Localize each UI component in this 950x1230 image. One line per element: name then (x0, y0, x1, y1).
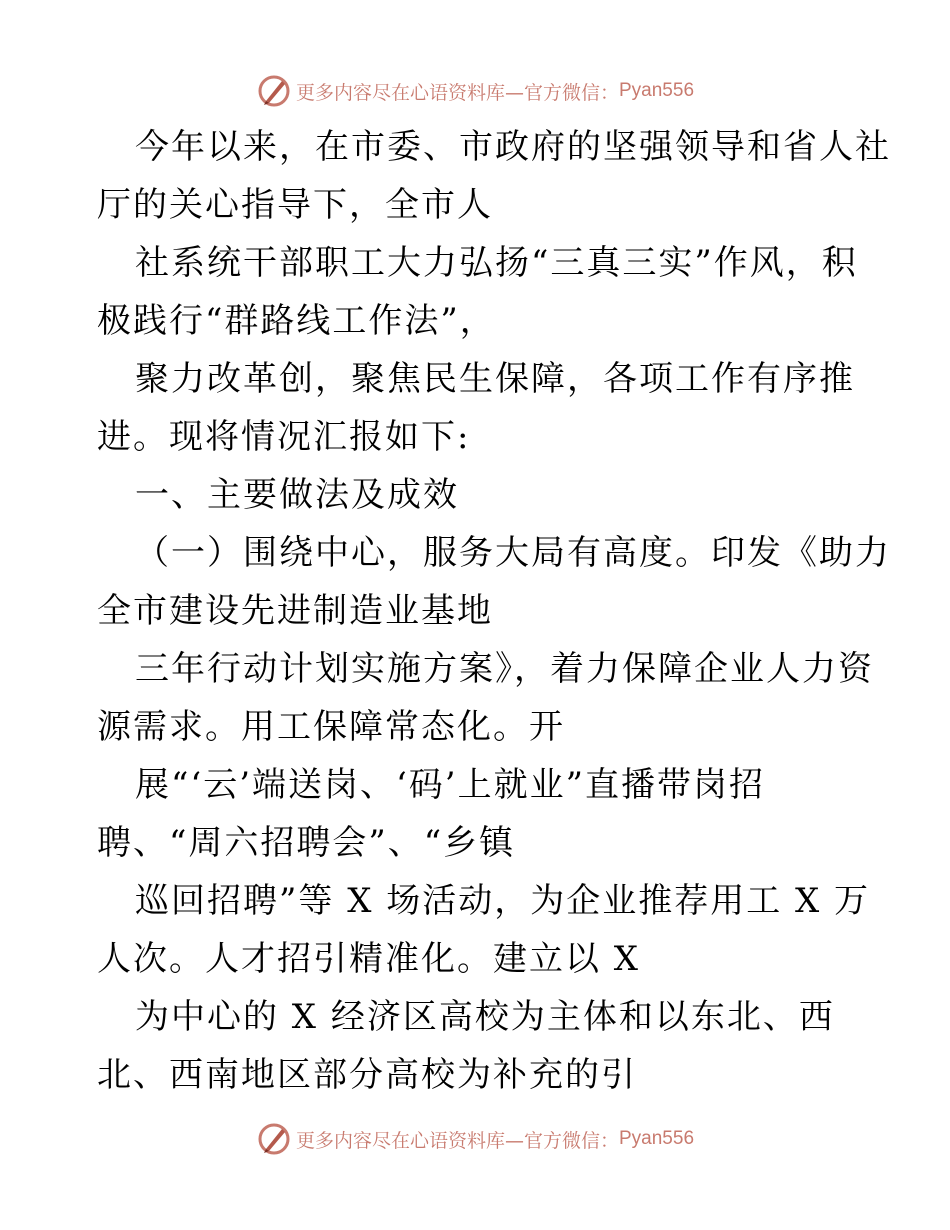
text-line: 全市建设先进制造业基地 (97, 591, 493, 631)
text-line: 极践行“群路线工作法”， (97, 301, 496, 341)
text-line: 源需求。用工保障常态化。开 (97, 707, 565, 747)
section-heading: 一、主要做法及成效 (135, 475, 459, 515)
watermark-text: 更多内容尽在心语资料库—官方微信： (295, 1129, 619, 1152)
document-body (97, 118, 891, 1104)
text-line: 北、西南地区部分高校为补充的引 (97, 1055, 637, 1095)
pen-logo-icon (256, 1121, 292, 1157)
text-line: 为中心的 X 经济区高校为主体和以东北、西 (135, 997, 835, 1037)
text-line: 进。现将情况汇报如下: (97, 417, 471, 457)
text-line: 社系统干部职工大力弘扬“三真三实”作风，积 (135, 243, 858, 283)
text-line: 三年行动计划实施方案》，着力保障企业人力资 (135, 649, 874, 689)
watermark-footer (0, 1119, 950, 1159)
text-line: 厅的关心指导下，全市人 (97, 185, 493, 225)
pen-logo-icon (256, 73, 292, 109)
text-line: 聘、“周六招聘会”、“乡镇 (97, 823, 516, 863)
text-line: 聚力改革创，聚焦民生保障，各项工作有序推 (135, 359, 855, 399)
watermark-wechat-id: Pyan556 (619, 80, 695, 101)
watermark-wechat-id: Pyan556 (619, 1128, 695, 1149)
text-line: 展“‘云’端送岗、‘码’上就业”直播带岗招 (135, 765, 765, 805)
text-line: 人次。人才招引精准化。建立以 X (97, 939, 641, 979)
text-line: （一）围绕中心，服务大局有高度。印发《助力 (135, 533, 891, 573)
watermark-header (0, 71, 950, 111)
text-line: 今年以来，在市委、市政府的坚强领导和省人社 (135, 127, 891, 167)
watermark-text: 更多内容尽在心语资料库—官方微信： (295, 81, 619, 104)
text-line: 巡回招聘”等 X 场活动，为企业推荐用工 X 万 (135, 881, 871, 921)
